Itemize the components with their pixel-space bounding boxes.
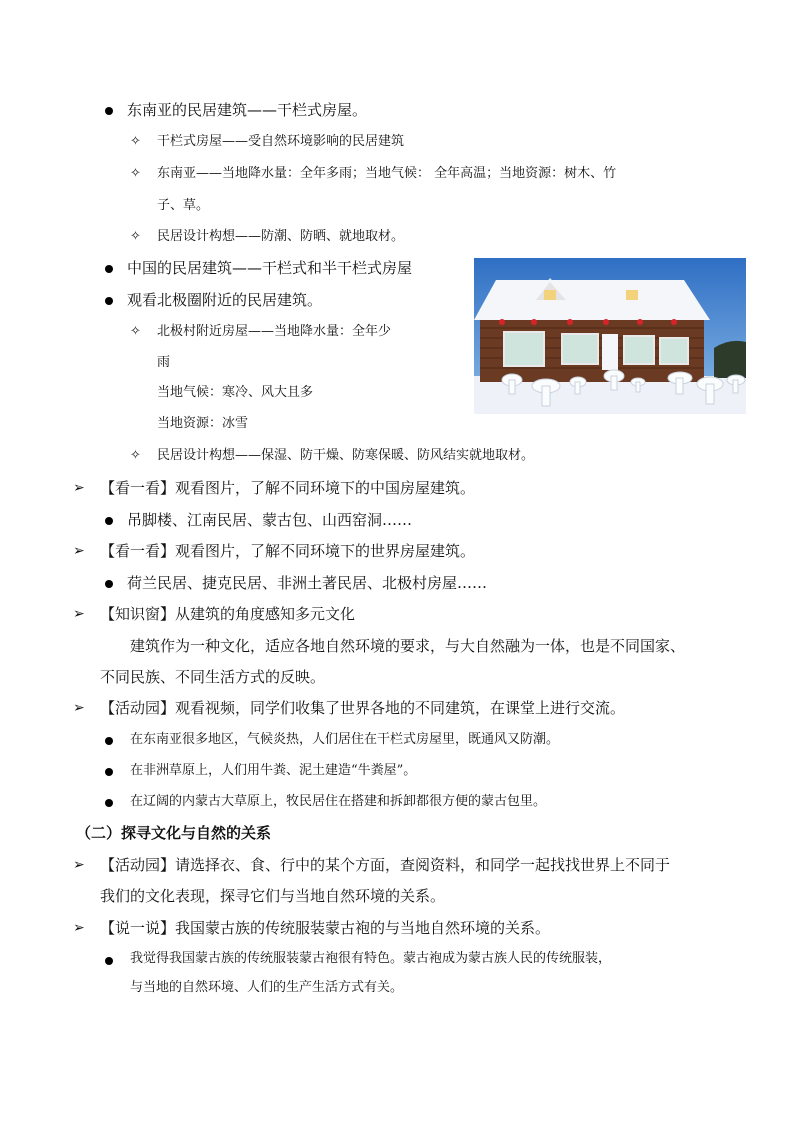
text-line: 东南亚——当地降水量：全年多雨；当地气候： 全年高温；当地资源：树木、竹 <box>157 166 617 181</box>
text-line: 我觉得我国蒙古族的传统服装蒙古袍很有特色。蒙古袍成为蒙古族人民的传统服装， <box>130 951 612 966</box>
text-line: 当地资源：冰雪 <box>157 416 249 431</box>
bullet-dot <box>105 957 113 965</box>
text-line: 民居设计构想——防潮、防晒、就地取材。 <box>157 229 405 244</box>
diamond-bullet-icon: ✧ <box>130 229 141 244</box>
text-line: 【说一说】我国蒙古族的传统服装蒙古袍的与当地自然环境的关系。 <box>100 919 551 937</box>
diamond-bullet-icon: ✧ <box>130 134 141 149</box>
text-line: 在非洲草原上，人们用牛粪、泥土建造“牛粪屋”。 <box>130 763 417 778</box>
bullet-dot <box>105 297 113 305</box>
text-line: 【活动园】请选择衣、食、行中的某个方面，查阅资料，和同学一起找找世界上不同于 <box>100 856 671 874</box>
bullet-dot <box>105 107 113 115</box>
bullet-dot <box>105 768 113 776</box>
diamond-bullet-icon: ✧ <box>130 324 141 339</box>
text-line: 观看北极圈附近的民居建筑。 <box>127 291 323 309</box>
arctic-village-house-photo <box>474 258 746 414</box>
text-line: 子、草。 <box>157 198 210 213</box>
arrow-bullet-icon: ➢ <box>73 920 85 936</box>
arrow-bullet-icon: ➢ <box>73 543 85 559</box>
text-line: 与当地的自然环境、人们的生产生活方式有关。 <box>130 980 404 995</box>
text-line: 当地气候：寒冷、风大且多 <box>157 385 314 400</box>
text-line: 民居设计构想——保湿、防干燥、防寒保暖、防风结实就地取材。 <box>157 448 535 463</box>
text-line: 在辽阔的内蒙古大草原上，牧民居住在搭建和拆卸都很方便的蒙古包里。 <box>130 794 547 809</box>
diamond-bullet-icon: ✧ <box>130 448 141 463</box>
arrow-bullet-icon: ➢ <box>73 700 85 716</box>
text-line: 雨 <box>157 355 171 370</box>
text-line: 不同民族、不同生活方式的反映。 <box>100 668 326 686</box>
text-line: 吊脚楼、江南民居、蒙古包、山西窑洞…… <box>127 511 413 529</box>
text-line: 【看一看】观看图片，了解不同环境下的世界房屋建筑。 <box>100 542 476 560</box>
text-line: 干栏式房屋——受自然环境影响的民居建筑 <box>157 134 405 149</box>
text-line: 在东南亚很多地区，气候炎热，人们居住在干栏式房屋里，既通风又防潮。 <box>130 732 560 747</box>
bullet-dot <box>105 517 113 525</box>
arrow-bullet-icon: ➢ <box>73 480 85 496</box>
bullet-dot <box>105 737 113 745</box>
text-line: 东南亚的民居建筑——干栏式房屋。 <box>127 101 368 119</box>
arrow-bullet-icon: ➢ <box>73 606 85 622</box>
text-line: 中国的民居建筑——干栏式和半干栏式房屋 <box>127 259 413 277</box>
text-line: 北极村附近房屋——当地降水量：全年少 <box>157 324 392 339</box>
text-line: 【看一看】观看图片，了解不同环境下的中国房屋建筑。 <box>100 479 476 497</box>
text-line: 荷兰民居、捷克民居、非洲土著民居、北极村房屋…… <box>127 574 488 592</box>
text-line: 建筑作为一种文化，适应各地自然环境的要求，与大自然融为一体，也是不同国家、 <box>130 637 686 655</box>
bullet-dot <box>105 799 113 807</box>
text-line: 【知识窗】从建筑的角度感知多元文化 <box>100 605 356 623</box>
diamond-bullet-icon: ✧ <box>130 166 141 181</box>
bullet-dot <box>105 580 113 588</box>
section-heading: （二）探寻文化与自然的关系 <box>76 824 272 842</box>
text-line: 【活动园】观看视频，同学们收集了世界各地的不同建筑，在课堂上进行交流。 <box>100 699 626 717</box>
text-line: 我们的文化表现，探寻它们与当地自然环境的关系。 <box>100 887 446 905</box>
bullet-dot <box>105 265 113 273</box>
arrow-bullet-icon: ➢ <box>73 857 85 873</box>
